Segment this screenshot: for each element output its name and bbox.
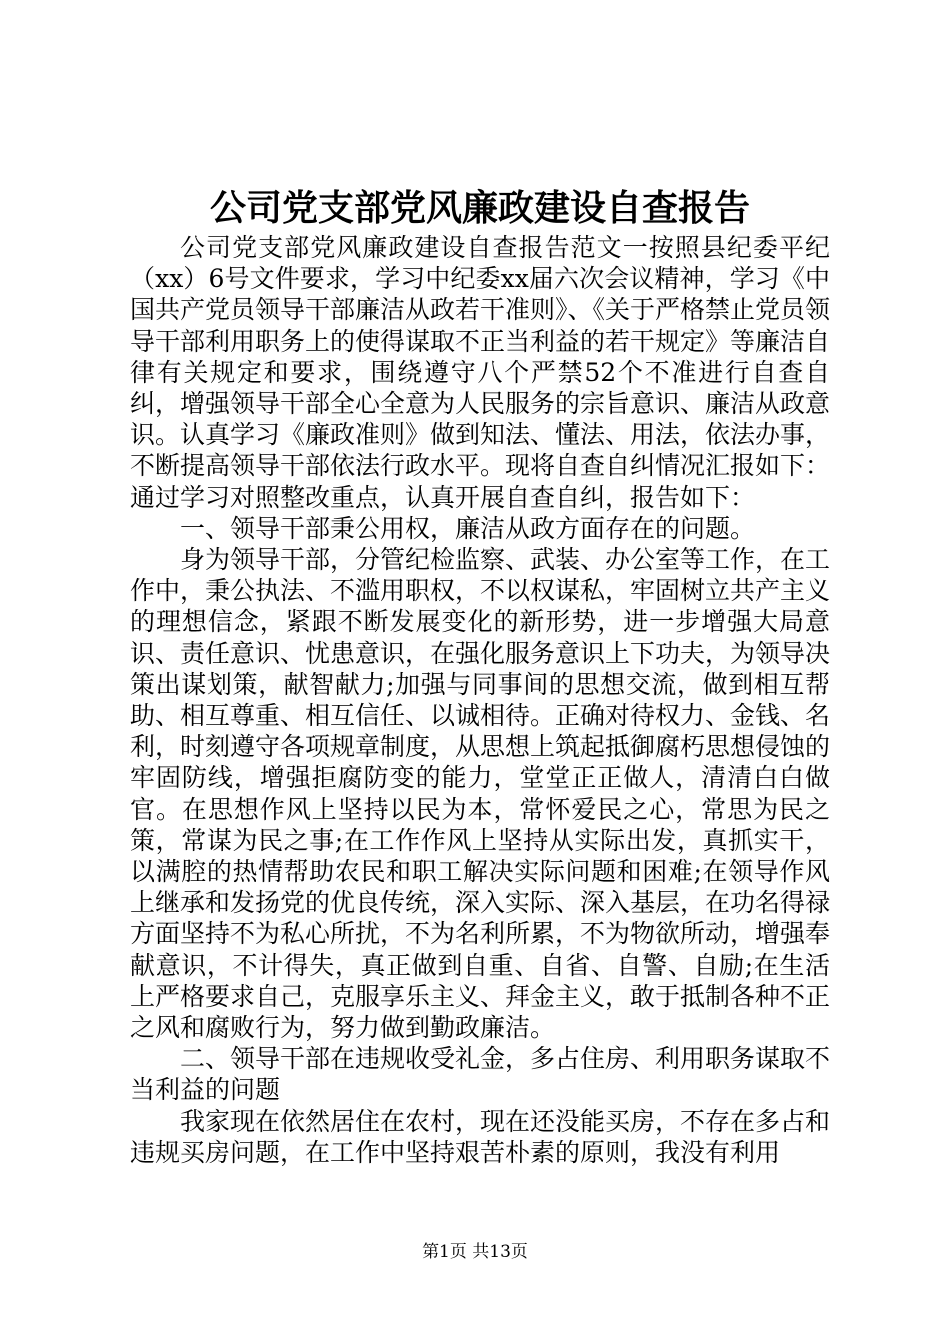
paragraph-intro: 公司党支部党风廉政建设自查报告范文一按照县纪委平纪（xx）6号文件要求，学习中纪委xx届六次会议精神，学习《中国共产党员领导干部廉洁从政若干准则》、《关于严格禁止党员领导干部利用职务上的使得谋取不正当利益的若干规定》等廉洁自律有关规定和要求，围绕遵守八个严禁52个不准进行自查自纠，增强领导干部全心全意为人民服务的宗旨意识、廉洁从政意识。认真学习《廉政准则》做到知法、懂法、用法，依法办事，不断提高领导干部依法行政水平。现将自查自纠情况汇报如下：通过学习对照整改重点，认真开展自查自纠，报告如下：	[130, 233, 831, 512]
section-heading-2: 二、领导干部在违规收受礼金，多占住房、利用职务谋取不当利益的问题	[130, 1044, 831, 1105]
paragraph-section-1: 身为领导干部，分管纪检监察、武装、办公室等工作，在工作中，秉公执法、不滥用职权，不以权谋私，牢固树立共产主义的理想信念，紧跟不断发展变化的新形势，进一步增强大局意识、责任意识、忧患意识，在强化服务意识上下功夫，为领导决策出谋划策，献智献力;加强与同事间的思想交流，做到相互帮助、相互尊重、相互信任、以诚相待。正确对待权力、金钱、名利，时刻遵守各项规章制度，从思想上筑起抵御腐朽思想侵蚀的牢固防线，增强拒腐防变的能力，堂堂正正做人，清清白白做官。在思想作风上坚持以民为本，常怀爱民之心，常思为民之策，常谋为民之事;在工作作风上坚持从实际出发，真抓实干，以满腔的热情帮助农民和职工解决实际问题和困难;在领导作风上继承和发扬党的优良传统，深入实际、深入基层，在功名得禄方面坚持不为私心所扰，不为名利所累，不为物欲所动，增强奉献意识，不计得失，真正做到自重、自省、自警、自励;在生活上严格要求自己，克服享乐主义、拜金主义，敢于抵制各种不正之风和腐败行为，努力做到勤政廉洁。	[130, 545, 831, 1043]
page-number-footer: 第1页 共13页	[422, 1242, 528, 1262]
document-title: 公司党支部党风廉政建设自查报告	[209, 187, 750, 229]
section-heading-1: 一、领导干部秉公用权，廉洁从政方面存在的问题。	[180, 513, 756, 543]
paragraph-section-2: 我家现在依然居住在农村，现在还没能买房，不存在多占和违规买房问题，在工作中坚持艰苦朴素的原则，我没有利用	[130, 1106, 831, 1167]
document-body	[130, 232, 830, 1168]
